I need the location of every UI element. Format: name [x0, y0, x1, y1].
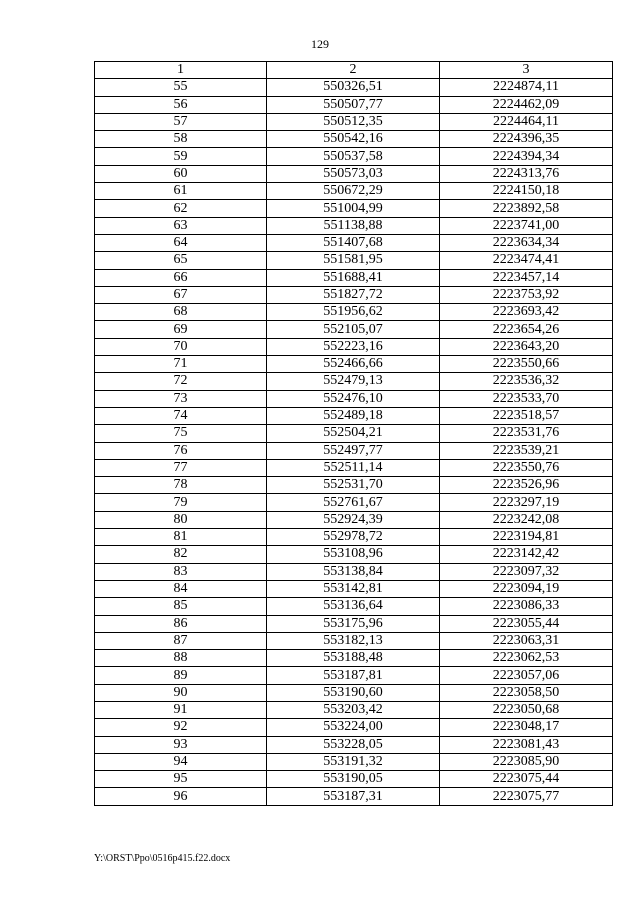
table-row: [95, 546, 613, 563]
cell-coordinate-y: 2223531,76: [440, 425, 613, 442]
cell-coordinate-y: 2223526,96: [440, 477, 613, 494]
cell-coordinate-y: 2224464,11: [440, 113, 613, 130]
cell-point-number: 67: [95, 286, 267, 303]
cell-point-number: 83: [95, 563, 267, 580]
table-header: [95, 62, 613, 79]
cell-point-number: 78: [95, 477, 267, 494]
cell-coordinate-y: 2223550,76: [440, 459, 613, 476]
cell-coordinate-y: 2223634,34: [440, 234, 613, 251]
cell-point-number: 84: [95, 580, 267, 597]
cell-coordinate-x: 552479,13: [267, 373, 440, 390]
table-row: [95, 788, 613, 805]
cell-coordinate-y: 2223536,32: [440, 373, 613, 390]
table-row: [95, 148, 613, 165]
table-row: [95, 632, 613, 649]
cell-coordinate-y: 2223086,33: [440, 598, 613, 615]
cell-coordinate-y: 2224874,11: [440, 79, 613, 96]
cell-coordinate-y: 2223753,92: [440, 286, 613, 303]
column-header-2: 2: [267, 62, 440, 79]
cell-point-number: 89: [95, 667, 267, 684]
cell-point-number: 92: [95, 719, 267, 736]
cell-coordinate-y: 2223539,21: [440, 442, 613, 459]
cell-coordinate-x: 552924,39: [267, 511, 440, 528]
cell-coordinate-y: 2223741,00: [440, 217, 613, 234]
cell-coordinate-y: 2223097,32: [440, 563, 613, 580]
cell-coordinate-x: 551581,95: [267, 252, 440, 269]
cell-point-number: 82: [95, 546, 267, 563]
table-row: [95, 529, 613, 546]
column-header-1: 1: [95, 62, 267, 79]
cell-point-number: 85: [95, 598, 267, 615]
cell-coordinate-x: 552105,07: [267, 321, 440, 338]
table-row: [95, 217, 613, 234]
table-row: [95, 442, 613, 459]
cell-coordinate-x: 552476,10: [267, 390, 440, 407]
table-row: [95, 425, 613, 442]
cell-coordinate-y: 2223550,66: [440, 356, 613, 373]
cell-point-number: 68: [95, 304, 267, 321]
cell-point-number: 80: [95, 511, 267, 528]
cell-point-number: 62: [95, 200, 267, 217]
table-row: [95, 615, 613, 632]
cell-point-number: 60: [95, 165, 267, 182]
cell-coordinate-x: 552223,16: [267, 338, 440, 355]
cell-coordinate-y: 2223892,58: [440, 200, 613, 217]
table-row: [95, 598, 613, 615]
coordinates-table: [94, 61, 613, 806]
table-row: [95, 183, 613, 200]
cell-coordinate-y: 2223654,26: [440, 321, 613, 338]
cell-coordinate-x: 553203,42: [267, 701, 440, 718]
cell-coordinate-x: 553188,48: [267, 650, 440, 667]
cell-coordinate-x: 551956,62: [267, 304, 440, 321]
cell-coordinate-x: 552761,67: [267, 494, 440, 511]
cell-coordinate-y: 2223058,50: [440, 684, 613, 701]
table-row: [95, 407, 613, 424]
table-row: [95, 165, 613, 182]
cell-point-number: 88: [95, 650, 267, 667]
table-row: [95, 477, 613, 494]
table-row: [95, 79, 613, 96]
cell-coordinate-x: 553182,13: [267, 632, 440, 649]
cell-coordinate-x: 552489,18: [267, 407, 440, 424]
table-row: [95, 269, 613, 286]
table-row: [95, 494, 613, 511]
cell-point-number: 59: [95, 148, 267, 165]
cell-point-number: 79: [95, 494, 267, 511]
cell-coordinate-x: 553224,00: [267, 719, 440, 736]
cell-coordinate-x: 551688,41: [267, 269, 440, 286]
cell-coordinate-x: 551827,72: [267, 286, 440, 303]
cell-coordinate-y: 2223075,77: [440, 788, 613, 805]
cell-coordinate-y: 2223050,68: [440, 701, 613, 718]
cell-point-number: 64: [95, 234, 267, 251]
table-row: [95, 252, 613, 269]
table-row: [95, 373, 613, 390]
cell-coordinate-x: 550507,77: [267, 96, 440, 113]
column-header-3: 3: [440, 62, 613, 79]
cell-coordinate-y: 2223081,43: [440, 736, 613, 753]
table-row: [95, 563, 613, 580]
page-number: 129: [311, 37, 329, 51]
cell-coordinate-x: 552466,66: [267, 356, 440, 373]
cell-point-number: 74: [95, 407, 267, 424]
table-row: [95, 321, 613, 338]
table-row: [95, 736, 613, 753]
cell-coordinate-y: 2223075,44: [440, 771, 613, 788]
table-row: [95, 719, 613, 736]
cell-point-number: 73: [95, 390, 267, 407]
cell-point-number: 61: [95, 183, 267, 200]
table-row: [95, 113, 613, 130]
table-row: [95, 511, 613, 528]
table-row: [95, 650, 613, 667]
cell-coordinate-y: 2224394,34: [440, 148, 613, 165]
cell-coordinate-x: 552511,14: [267, 459, 440, 476]
table-body: [95, 79, 613, 805]
cell-point-number: 55: [95, 79, 267, 96]
table-row: [95, 667, 613, 684]
cell-coordinate-x: 552978,72: [267, 529, 440, 546]
cell-point-number: 70: [95, 338, 267, 355]
cell-point-number: 81: [95, 529, 267, 546]
cell-coordinate-y: 2224396,35: [440, 131, 613, 148]
cell-coordinate-x: 552497,77: [267, 442, 440, 459]
cell-coordinate-x: 553142,81: [267, 580, 440, 597]
cell-point-number: 95: [95, 771, 267, 788]
table-row: [95, 771, 613, 788]
cell-coordinate-y: 2223242,08: [440, 511, 613, 528]
cell-coordinate-y: 2223142,42: [440, 546, 613, 563]
cell-coordinate-x: 550537,58: [267, 148, 440, 165]
cell-coordinate-x: 553187,31: [267, 788, 440, 805]
cell-coordinate-x: 553175,96: [267, 615, 440, 632]
table-row: [95, 200, 613, 217]
table-row: [95, 684, 613, 701]
cell-coordinate-x: 550573,03: [267, 165, 440, 182]
cell-coordinate-y: 2223057,06: [440, 667, 613, 684]
cell-point-number: 87: [95, 632, 267, 649]
cell-coordinate-x: 550326,51: [267, 79, 440, 96]
table-row: [95, 338, 613, 355]
cell-point-number: 93: [95, 736, 267, 753]
table-row: [95, 131, 613, 148]
cell-coordinate-y: 2223457,14: [440, 269, 613, 286]
cell-coordinate-y: 2223055,44: [440, 615, 613, 632]
cell-point-number: 66: [95, 269, 267, 286]
cell-coordinate-y: 2223063,31: [440, 632, 613, 649]
cell-coordinate-y: 2223194,81: [440, 529, 613, 546]
table-row: [95, 96, 613, 113]
cell-coordinate-y: 2223048,17: [440, 719, 613, 736]
cell-coordinate-x: 553136,64: [267, 598, 440, 615]
table-row: [95, 701, 613, 718]
cell-point-number: 58: [95, 131, 267, 148]
cell-point-number: 77: [95, 459, 267, 476]
cell-coordinate-x: 553138,84: [267, 563, 440, 580]
cell-point-number: 56: [95, 96, 267, 113]
table-row: [95, 356, 613, 373]
cell-coordinate-x: 553191,32: [267, 753, 440, 770]
cell-point-number: 63: [95, 217, 267, 234]
cell-coordinate-x: 550672,29: [267, 183, 440, 200]
cell-coordinate-x: 552504,21: [267, 425, 440, 442]
cell-coordinate-y: 2224150,18: [440, 183, 613, 200]
cell-coordinate-x: 550512,35: [267, 113, 440, 130]
cell-coordinate-y: 2223643,20: [440, 338, 613, 355]
table-row: [95, 459, 613, 476]
table-row: [95, 286, 613, 303]
cell-point-number: 86: [95, 615, 267, 632]
cell-point-number: 57: [95, 113, 267, 130]
cell-coordinate-y: 2223297,19: [440, 494, 613, 511]
cell-coordinate-y: 2224313,76: [440, 165, 613, 182]
table-row: [95, 580, 613, 597]
cell-point-number: 96: [95, 788, 267, 805]
cell-point-number: 76: [95, 442, 267, 459]
cell-point-number: 72: [95, 373, 267, 390]
cell-coordinate-x: 550542,16: [267, 131, 440, 148]
cell-point-number: 75: [95, 425, 267, 442]
cell-coordinate-x: 551407,68: [267, 234, 440, 251]
cell-coordinate-y: 2223518,57: [440, 407, 613, 424]
cell-coordinate-x: 551138,88: [267, 217, 440, 234]
cell-coordinate-y: 2223094,19: [440, 580, 613, 597]
header-row: [95, 62, 613, 79]
cell-point-number: 94: [95, 753, 267, 770]
cell-point-number: 69: [95, 321, 267, 338]
footer-file-path: Y:\ORST\Ppo\0516p415.f22.docx: [94, 853, 231, 864]
cell-coordinate-y: 2223085,90: [440, 753, 613, 770]
cell-coordinate-x: 552531,70: [267, 477, 440, 494]
cell-coordinate-x: 553190,60: [267, 684, 440, 701]
cell-coordinate-x: 553108,96: [267, 546, 440, 563]
cell-coordinate-y: 2223062,53: [440, 650, 613, 667]
table-row: [95, 304, 613, 321]
cell-coordinate-y: 2223533,70: [440, 390, 613, 407]
table-row: [95, 390, 613, 407]
table-row: [95, 753, 613, 770]
cell-coordinate-x: 553190,05: [267, 771, 440, 788]
cell-coordinate-x: 553228,05: [267, 736, 440, 753]
cell-coordinate-y: 2224462,09: [440, 96, 613, 113]
table-row: [95, 234, 613, 251]
cell-coordinate-x: 551004,99: [267, 200, 440, 217]
cell-point-number: 65: [95, 252, 267, 269]
cell-point-number: 90: [95, 684, 267, 701]
cell-coordinate-y: 2223693,42: [440, 304, 613, 321]
cell-coordinate-x: 553187,81: [267, 667, 440, 684]
cell-coordinate-y: 2223474,41: [440, 252, 613, 269]
cell-point-number: 91: [95, 701, 267, 718]
cell-point-number: 71: [95, 356, 267, 373]
